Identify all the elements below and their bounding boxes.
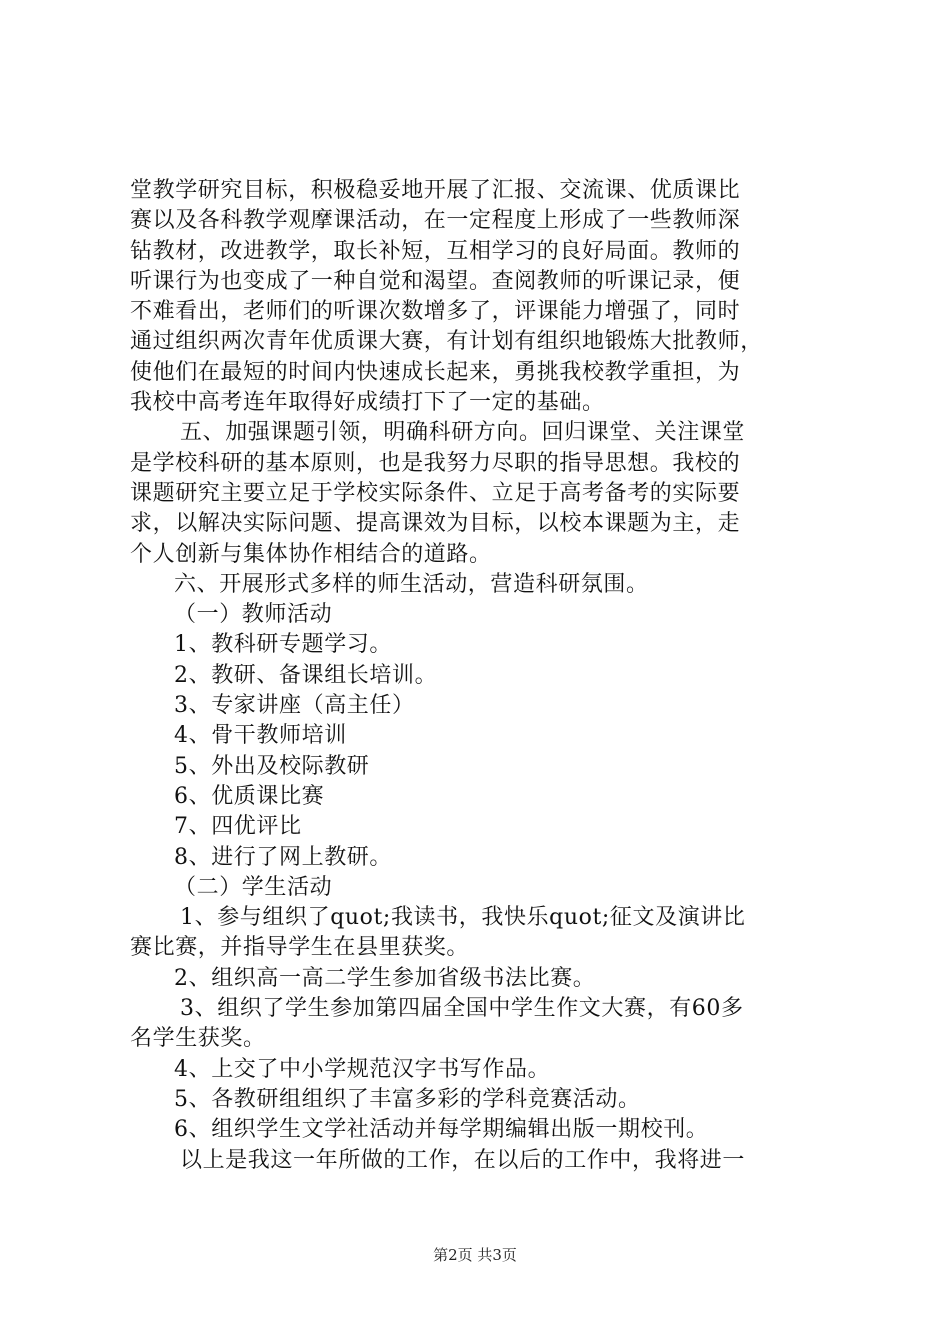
list-item: 6、优质课比赛 xyxy=(174,783,325,809)
text-line: 不难看出，老师们的听课次数增多了，评课能力增强了，同时 xyxy=(130,299,741,325)
text-line: 是学校科研的基本原则，也是我努力尽职的指导思想。我校的 xyxy=(130,450,741,476)
page-footer: 第2页 共3页 xyxy=(433,1246,517,1264)
subsection-heading-students: （二）学生活动 xyxy=(174,874,333,900)
list-item: 3、组织了学生参加第四届全国中学生作文大赛，有60多 xyxy=(180,996,744,1022)
list-item: 4、骨干教师培训 xyxy=(174,723,347,749)
text-line: 听课行为也变成了一种自觉和渴望。查阅教师的听课记录，便 xyxy=(130,268,741,294)
list-item: 2、组织高一高二学生参加省级书法比赛。 xyxy=(174,965,596,991)
text-line: 赛以及各科教学观摩课活动，在一定程度上形成了一些教师深 xyxy=(130,208,741,234)
list-item: 3、专家讲座（高主任） xyxy=(174,693,415,719)
text-line: 钻教材，改进教学，取长补短，互相学习的良好局面。教师的 xyxy=(130,238,741,264)
text-line: 个人创新与集体协作相结合的道路。 xyxy=(130,541,492,567)
list-item: 5、外出及校际教研 xyxy=(174,753,370,779)
closing-paragraph: 以上是我这一年所做的工作，在以后的工作中，我将进一 xyxy=(180,1147,746,1173)
text-line: 通过组织两次青年优质课大赛，有计划有组织地锻炼大批教师， xyxy=(130,329,763,355)
section-heading-6: 六、开展形式多样的师生活动，营造科研氛围。 xyxy=(174,571,649,597)
text-line: 我校中高考连年取得好成绩打下了一定的基础。 xyxy=(130,390,605,416)
section-heading-5: 五、加强课题引领，明确科研方向。回归课堂、关注课堂 xyxy=(180,420,746,446)
list-item: 5、各教研组组织了丰富多彩的学科竞赛活动。 xyxy=(174,1086,641,1112)
text-line: 堂教学研究目标，积极稳妥地开展了汇报、交流课、优质课比 xyxy=(130,178,741,203)
text-line: 求，以解决实际问题、提高课效为目标，以校本课题为主，走 xyxy=(130,511,741,537)
text-line: 课题研究主要立足于学校实际条件、立足于高考备考的实际要 xyxy=(130,480,741,506)
list-item: 8、进行了网上教研。 xyxy=(174,844,392,870)
list-item: 7、四优评比 xyxy=(174,814,302,840)
text-line: 赛比赛，并指导学生在县里获奖。 xyxy=(130,935,470,961)
list-item: 1、教科研专题学习。 xyxy=(174,632,392,658)
text-line: 使他们在最短的时间内快速成长起来，勇挑我校教学重担，为 xyxy=(130,359,741,385)
document-body xyxy=(130,176,830,1176)
list-item: 1、参与组织了quot;我读书，我快乐quot;征文及演讲比 xyxy=(180,905,746,931)
list-item: 6、组织学生文学社活动并每学期编辑出版一期校刊。 xyxy=(174,1117,709,1143)
list-item: 4、上交了中小学规范汉字书写作品。 xyxy=(174,1056,551,1082)
list-item: 2、教研、备课组长培训。 xyxy=(174,662,438,688)
subsection-heading-teachers: （一）教师活动 xyxy=(174,602,333,628)
text-line: 名学生获奖。 xyxy=(130,1026,266,1052)
